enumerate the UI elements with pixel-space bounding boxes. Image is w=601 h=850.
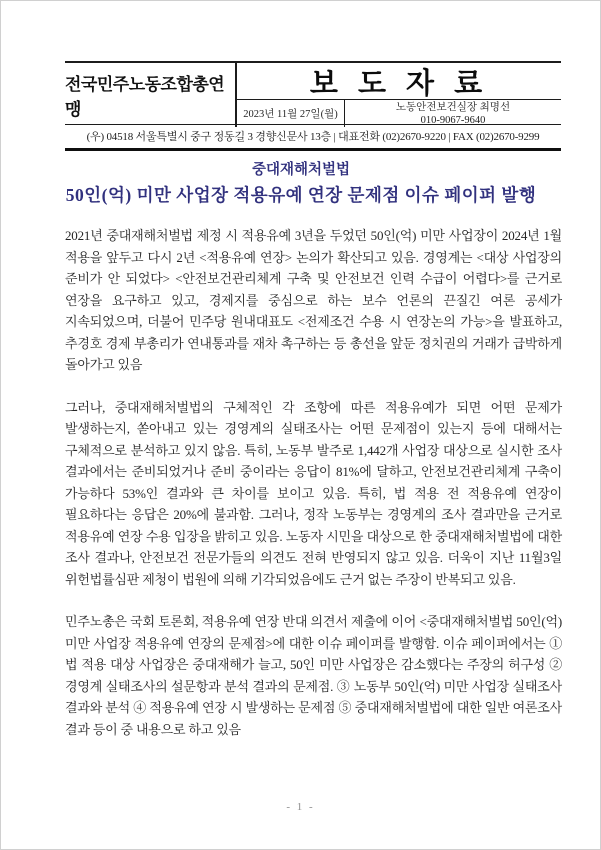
document-title-line2: 50인(억) 미만 사업장 적용유예 연장 문제점 이슈 페이퍼 발행 bbox=[65, 185, 537, 205]
document-body bbox=[65, 225, 562, 761]
body-paragraph: 2021년 중대재해처벌법 제정 시 적용유예 3년을 두었던 50인(억) 미만 사업장이 2024년 1월 적용을 앞두고 다시 2년 <적용유예 연장> 논의가 확산되고 있음. 경영계는 <대상 사업장의 준비가 안 되었다> <안전보건관리체계 구축 및 안전보건 인력 수급이 어렵다>를 근거로 연장을 요구하고 있고, 경제지를 중심으로 하는 보수 언론의 끈질긴 여론 공세가 지속되었으며, 더불어 민주당 원내대표도 <전제조건 수용 시 연장논의 가능>을 발표하고, 추경호 경제 부총리가 연내통과를 재차 촉구하는 등 총선을 앞둔 정치권의 거래가 급박하게 돌아가고 있음 bbox=[65, 228, 562, 372]
masthead-table bbox=[65, 61, 561, 127]
document-title bbox=[41, 159, 561, 209]
contact-person: 노동안전보건실장 최명선 bbox=[395, 101, 511, 113]
release-date: 2023년 11월 27일(월) bbox=[237, 100, 345, 127]
contact-block bbox=[345, 100, 561, 127]
masthead-right bbox=[237, 63, 561, 127]
document-type-title: 보 도 자 료 bbox=[309, 67, 489, 100]
body-paragraph: 민주노총은 국회 토론회, 적용유예 연장 반대 의견서 제출에 이어 <중대재해처벌법 50인(억) 미만 사업장 적용유예 연장의 문제점>에 대한 이슈 페이퍼를 발행함. 이슈 페이퍼에서는 ① 법 적용 대상 사업장은 중대재해가 늘고, 50인 미만 사업장은 감소했다는 주장의 허구성 ② 경영계 실태조사의 설문항과 분석 결과의 문제점. ③ 노동부 50인(억) 미만 사업장 실태조사 결과와 분석 ④ 적용유예 연장 시 발생하는 문제점 ⑤ 중대재해처벌법에 대한 일반 여론조사 결과 등이 중 내용으로 하고 있음 bbox=[65, 614, 562, 737]
body-paragraph: 그러나, 중대재해처벌법의 구체적인 각 조항에 따른 적용유예가 되면 어떤 문제가 발생하는지, 쏟아내고 있는 경영계의 실태조사는 어떤 문제점이 있는지 등에 대해서는 구체적으로 분석하고 있지 않음. 특히, 노동부 발주로 1,442개 사업장 대상으로 실시한 조사 결과에서는 준비되었거나 준비 중이라는 응답이 81%에 달하고, 안전보건관리체계 구축이 가능하다 53%인 결과와 큰 차이를 보이고 있음. 특히, 법 적용 전 적용유예 연장이 필요하다는 응답은 20%에 불과함. 그러나, 정작 노동부는 경영계의 조사 결과만을 근거로 적용유예 연장 수용 입장을 밝히고 있음. 노동자 시민을 대상으로 한 중대재해처벌법에 대한 조사 결과나, 안전보건 전문가들의 의견도 전혀 반영되지 않고 있음. 더욱이 지난 11월3일 위헌법률심판 제청이 법원에 의해 기각되었음에도 근거 없는 주장이 반복되고 있음. bbox=[65, 399, 562, 587]
contact-phone: 010-9067-9640 bbox=[420, 114, 486, 126]
address-line: (우) 04518 서울특별시 중구 정동길 3 경향신문사 13층 | 대표전화 (02)2670-9220 | FAX (02)2670-9299 bbox=[65, 124, 561, 151]
document-title-line1: 중대재해처벌법 bbox=[251, 162, 351, 178]
page-number: - 1 - bbox=[286, 801, 315, 813]
masthead-sub-row bbox=[237, 99, 561, 127]
organization-name: 전국민주노동조합총연맹 bbox=[65, 63, 237, 127]
